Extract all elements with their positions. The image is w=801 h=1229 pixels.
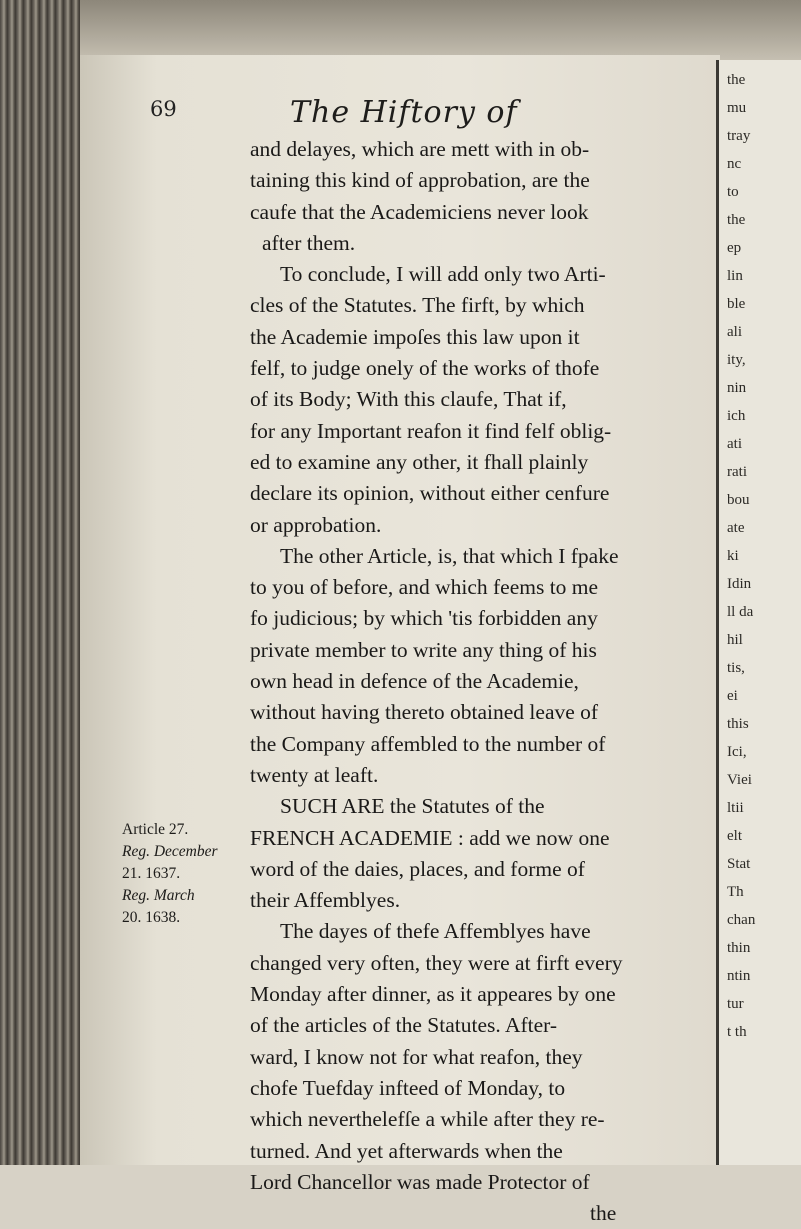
facing-page-fragment: ntin <box>727 968 751 984</box>
facing-page-fragment: ll da <box>727 604 754 620</box>
text-line: of its Body; With this claufe, That if, <box>250 387 567 412</box>
text-line: the Company affembled to the number of <box>250 731 606 756</box>
text-line: their Affemblyes. <box>250 888 401 913</box>
text-line: To conclude, I will add only two Arti- <box>280 262 606 287</box>
margin-note-line: 20. 1638. <box>122 909 181 926</box>
text-line: to you of before, and which feems to me <box>250 575 599 600</box>
facing-page-fragment: Stat <box>727 856 751 872</box>
facing-page-fragment: tur <box>727 996 744 1012</box>
text-line: FRENCH ACADEMIE : add we now one <box>250 825 610 850</box>
facing-page-fragment: to <box>727 184 739 200</box>
text-line: of the articles of the Statutes. After- <box>250 1013 558 1038</box>
text-line: taining this kind of approbation, are the <box>250 168 590 193</box>
text-line: felf, to judge onely of the works of thofe <box>250 356 600 381</box>
text-line: ward, I know not for what reafon, they <box>250 1044 583 1069</box>
book-page-edges <box>0 0 80 1165</box>
facing-page-fragment: ltii <box>727 800 744 816</box>
text-line: The dayes of thefe Affemblyes have <box>280 919 591 944</box>
text-line: ed to examine any other, it fhall plainly <box>250 449 589 474</box>
facing-page-fragment: bou <box>727 492 750 508</box>
facing-page-fragment: tray <box>727 128 751 144</box>
facing-page-fragment: thin <box>727 940 751 956</box>
facing-page-fragment: elt <box>727 828 742 844</box>
running-head: The Hiftory of <box>290 95 518 130</box>
facing-page-fragment: Viei <box>727 772 752 788</box>
catchword: the <box>590 1201 617 1226</box>
text-line: cles of the Statutes. The firft, by which <box>250 293 585 318</box>
facing-page-fragment: the <box>727 212 746 228</box>
text-line: own head in defence of the Academie, <box>250 669 579 694</box>
facing-page-fragment: ich <box>727 408 746 424</box>
facing-page-fragment: ali <box>727 324 742 340</box>
page-number: 69 <box>150 97 177 121</box>
facing-page-fragment: ble <box>727 296 746 312</box>
text-line: and delayes, which are mett with in ob- <box>250 137 590 161</box>
facing-page-fragment: ity, <box>727 352 746 368</box>
margin-note-line: Reg. March <box>122 887 195 904</box>
text-line: SUCH ARE the Statutes of the <box>280 794 545 819</box>
facing-page-fragment: this <box>727 716 749 732</box>
text-line: for any Important reafon it find felf oblig- <box>250 418 612 443</box>
text-line: Lord Chancellor was made Protector of <box>250 1169 590 1194</box>
text-line: word of the daies, places, and forme of <box>250 856 585 881</box>
text-line: turned. And yet afterwards when the <box>250 1138 563 1163</box>
facing-page-fragment: ep <box>727 240 742 256</box>
facing-page-fragment: hil <box>727 632 743 648</box>
body-text <box>250 134 720 1229</box>
text-line: declare its opinion, without either cenfure <box>250 481 610 506</box>
margin-note-line: Article 27. <box>122 821 189 838</box>
facing-page-fragment: ei <box>727 688 738 704</box>
text-line: Monday after dinner, as it appeares by one <box>250 982 616 1007</box>
text-line: without having thereto obtained leave of <box>250 700 599 725</box>
margin-note-line: 21. 1637. <box>122 865 181 882</box>
text-line: or approbation. <box>250 512 382 537</box>
facing-page-fragment: lin <box>727 268 743 284</box>
facing-page-fragment: rati <box>727 464 747 480</box>
facing-page-edge <box>716 60 801 1165</box>
facing-page-fragment: ki <box>727 548 739 564</box>
facing-page-fragment: the <box>727 72 746 88</box>
facing-page-fragment: Idin <box>727 576 752 592</box>
facing-page-fragment: t th <box>727 1024 747 1040</box>
text-line: changed very often, they were at firft every <box>250 950 623 975</box>
text-line: twenty at leaft. <box>250 762 379 787</box>
text-line: chofe Tuefday infteed of Monday, to <box>250 1075 566 1100</box>
facing-page-fragment: ate <box>727 520 745 536</box>
facing-page-fragment: chan <box>727 912 756 928</box>
facing-page-fragment: Ici, <box>727 744 747 760</box>
facing-page-fragment: nin <box>727 380 747 396</box>
facing-page-fragment: Th <box>727 884 744 900</box>
margin-note-line: Reg. December <box>122 843 218 860</box>
facing-page-fragment: mu <box>727 100 747 116</box>
margin-note <box>122 819 250 929</box>
text-line: after them. <box>262 230 356 255</box>
text-line: caufe that the Academiciens never look <box>250 199 589 224</box>
text-line: fo judicious; by which 'tis forbidden any <box>250 606 598 631</box>
text-line: the Academie impoſes this law upon it <box>250 324 580 349</box>
text-line: which neverthelefſe a while after they re- <box>250 1107 605 1132</box>
facing-page-fragment: ati <box>727 436 742 452</box>
text-line: private member to write any thing of his <box>250 637 597 662</box>
facing-page-fragment: tis, <box>727 660 745 676</box>
facing-page-fragment: nc <box>727 156 742 172</box>
text-line: The other Article, is, that which I fpake <box>280 543 619 568</box>
